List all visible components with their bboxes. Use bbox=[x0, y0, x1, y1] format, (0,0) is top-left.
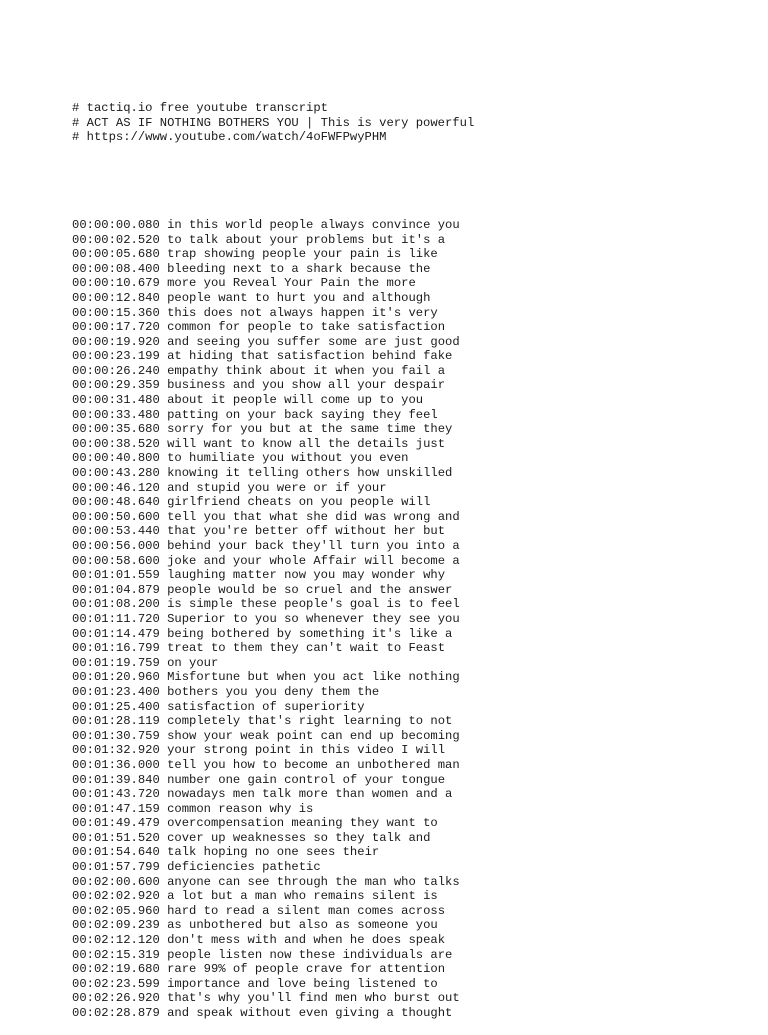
transcript-text: common for people to take satisfaction bbox=[167, 320, 446, 335]
transcript-line bbox=[72, 641, 752, 656]
transcript-line bbox=[72, 378, 752, 393]
transcript-text: business and you show all your despair bbox=[167, 378, 446, 393]
transcript-text: behind your back they'll turn you into a bbox=[167, 539, 460, 553]
transcript-text: that's why you'll find men who burst out bbox=[167, 991, 460, 1006]
transcript-line bbox=[72, 568, 752, 583]
transcript-line bbox=[72, 364, 752, 379]
separator bbox=[160, 437, 167, 451]
transcript-line bbox=[72, 306, 752, 321]
transcript-text: people want to hurt you and although bbox=[167, 290, 431, 305]
transcript-text: people would be so cruel and the answer bbox=[167, 582, 453, 597]
timestamp: 00:01:49.479 bbox=[72, 816, 160, 831]
transcript-text: that you're better off without her but bbox=[167, 524, 446, 539]
separator bbox=[160, 597, 167, 611]
transcript-text: is simple these people's goal is to feel bbox=[167, 597, 460, 612]
transcript-text: satisfaction of superiority bbox=[167, 699, 365, 714]
timestamp: 00:00:58.600 bbox=[72, 553, 160, 568]
transcript-text: on your bbox=[167, 655, 219, 670]
separator bbox=[160, 291, 167, 305]
transcript-text: overcompensation meaning they want to bbox=[167, 816, 438, 831]
transcript-line bbox=[72, 758, 752, 773]
transcript-line bbox=[72, 729, 752, 744]
transcript-line bbox=[72, 583, 752, 598]
separator bbox=[160, 218, 167, 232]
transcript-line bbox=[72, 291, 752, 306]
separator bbox=[160, 729, 167, 743]
timestamp: 00:02:19.680 bbox=[72, 962, 160, 977]
timestamp: 00:00:10.679 bbox=[72, 276, 160, 291]
timestamp: 00:01:11.720 bbox=[72, 611, 160, 626]
separator bbox=[160, 816, 167, 830]
separator bbox=[160, 787, 167, 801]
timestamp: 00:02:26.920 bbox=[72, 991, 160, 1006]
transcript-line bbox=[72, 991, 752, 1006]
separator bbox=[160, 393, 167, 407]
header-line: # ACT AS IF NOTHING BOTHERS YOU | This is very powerful bbox=[72, 115, 475, 130]
transcript-text: bothers you you deny them the bbox=[167, 684, 380, 699]
header-line: # tactiq.io free youtube transcript bbox=[72, 101, 328, 116]
timestamp: 00:02:09.239 bbox=[72, 918, 160, 933]
timestamp: 00:02:23.599 bbox=[72, 976, 160, 991]
transcript-text: nowadays men talk more than women and a bbox=[167, 787, 453, 802]
transcript-line bbox=[72, 466, 752, 481]
timestamp: 00:01:25.400 bbox=[72, 699, 160, 714]
separator bbox=[160, 262, 167, 276]
timestamp: 00:02:15.319 bbox=[72, 947, 160, 962]
separator bbox=[160, 349, 167, 363]
transcript-text: and seeing you suffer some are just good bbox=[167, 334, 460, 349]
transcript-text: common reason why is bbox=[167, 801, 314, 816]
timestamp: 00:00:26.240 bbox=[72, 363, 160, 378]
transcript-line bbox=[72, 1006, 752, 1021]
transcript-text: at hiding that satisfaction behind fake bbox=[167, 349, 453, 364]
timestamp: 00:01:01.559 bbox=[72, 568, 160, 583]
transcript-text: anyone can see through the man who talks bbox=[167, 874, 460, 889]
transcript-text: bleeding next to a shark because the bbox=[167, 261, 431, 276]
timestamp: 00:01:57.799 bbox=[72, 860, 160, 875]
timestamp: 00:00:08.400 bbox=[72, 261, 160, 276]
transcript-line bbox=[72, 612, 752, 627]
transcript-text: don't mess with and when he does speak bbox=[167, 933, 446, 948]
transcript-text: tell you how to become an unbothered man bbox=[167, 757, 460, 772]
transcript-text: being bothered by something it's like a bbox=[167, 626, 453, 641]
transcript-text: completely that's right learning to not bbox=[167, 714, 453, 729]
transcript-text: sorry for you but at the same time they bbox=[167, 422, 453, 437]
transcript-document bbox=[72, 72, 752, 1035]
separator bbox=[160, 743, 167, 757]
transcript-text: your strong point in this video I will bbox=[167, 743, 446, 758]
transcript-text: and speak without even giving a thought bbox=[167, 1006, 453, 1020]
separator bbox=[160, 247, 167, 261]
transcript-text: to talk about your problems but it's a bbox=[167, 232, 446, 247]
transcript-line bbox=[72, 802, 752, 817]
timestamp: 00:02:00.600 bbox=[72, 874, 160, 889]
transcript-text: importance and love being listened to bbox=[167, 976, 438, 991]
transcript-text: hard to read a silent man comes across bbox=[167, 903, 446, 918]
timestamp: 00:00:17.720 bbox=[72, 320, 160, 335]
timestamp: 00:00:33.480 bbox=[72, 407, 160, 422]
separator bbox=[160, 700, 167, 714]
transcript-text: rare 99% of people crave for attention bbox=[167, 962, 446, 977]
transcript-line bbox=[72, 918, 752, 933]
transcript-text: people listen now these individuals are bbox=[167, 947, 453, 962]
separator bbox=[160, 451, 167, 465]
timestamp: 00:00:29.359 bbox=[72, 378, 160, 393]
separator bbox=[160, 554, 167, 568]
timestamp: 00:01:36.000 bbox=[72, 757, 160, 772]
transcript-text: Superior to you so whenever they see you bbox=[167, 611, 460, 626]
separator bbox=[160, 422, 167, 436]
separator bbox=[160, 627, 167, 641]
transcript-line bbox=[72, 408, 752, 423]
timestamp: 00:01:47.159 bbox=[72, 801, 160, 816]
separator bbox=[160, 276, 167, 290]
separator bbox=[160, 378, 167, 392]
separator bbox=[160, 933, 167, 947]
separator bbox=[160, 233, 167, 247]
transcript-line bbox=[72, 860, 752, 875]
timestamp: 00:01:16.799 bbox=[72, 641, 160, 656]
transcript-text: number one gain control of your tongue bbox=[167, 772, 446, 787]
transcript-line bbox=[72, 262, 752, 277]
transcript-text: knowing it telling others how unskilled bbox=[167, 466, 453, 481]
transcript-text: show your weak point can end up becoming bbox=[167, 728, 460, 743]
timestamp: 00:00:46.120 bbox=[72, 480, 160, 495]
timestamp: 00:01:54.640 bbox=[72, 845, 160, 860]
transcript-text: this does not always happen it's very bbox=[167, 305, 438, 320]
timestamp: 00:01:20.960 bbox=[72, 670, 160, 685]
timestamp: 00:00:05.680 bbox=[72, 247, 160, 262]
transcript-line bbox=[72, 422, 752, 437]
timestamp: 00:00:38.520 bbox=[72, 436, 160, 451]
transcript-line bbox=[72, 627, 752, 642]
timestamp: 00:01:51.520 bbox=[72, 830, 160, 845]
separator bbox=[160, 948, 167, 962]
separator bbox=[160, 320, 167, 334]
transcript-line bbox=[72, 481, 752, 496]
transcript-text: talk hoping no one sees their bbox=[167, 845, 380, 860]
transcript-line bbox=[72, 437, 752, 452]
blank-line bbox=[72, 174, 752, 189]
transcript-line bbox=[72, 816, 752, 831]
separator bbox=[160, 758, 167, 772]
separator bbox=[160, 364, 167, 378]
transcript-body bbox=[72, 218, 752, 1021]
transcript-text: to humiliate you without you even bbox=[167, 451, 409, 466]
separator bbox=[160, 831, 167, 845]
transcript-line bbox=[72, 743, 752, 758]
transcript-line bbox=[72, 510, 752, 525]
transcript-line bbox=[72, 554, 752, 569]
transcript-line bbox=[72, 495, 752, 510]
timestamp: 00:01:32.920 bbox=[72, 743, 160, 758]
timestamp: 00:02:12.120 bbox=[72, 933, 160, 948]
timestamp: 00:00:56.000 bbox=[72, 539, 160, 553]
separator bbox=[160, 641, 167, 655]
transcript-header bbox=[72, 101, 752, 145]
transcript-line bbox=[72, 597, 752, 612]
separator bbox=[160, 991, 167, 1005]
timestamp: 00:02:02.920 bbox=[72, 889, 160, 904]
transcript-line bbox=[72, 875, 752, 890]
transcript-line bbox=[72, 218, 752, 233]
separator bbox=[160, 845, 167, 859]
transcript-text: as unbothered but also as someone you bbox=[167, 918, 438, 933]
timestamp: 00:02:05.960 bbox=[72, 903, 160, 918]
separator bbox=[160, 685, 167, 699]
separator bbox=[160, 481, 167, 495]
timestamp: 00:01:39.840 bbox=[72, 772, 160, 787]
timestamp: 00:02:28.879 bbox=[72, 1006, 160, 1020]
separator bbox=[160, 977, 167, 991]
timestamp: 00:00:23.199 bbox=[72, 349, 160, 364]
transcript-line bbox=[72, 714, 752, 729]
timestamp: 00:01:43.720 bbox=[72, 787, 160, 802]
transcript-text: in this world people always convince you bbox=[167, 217, 460, 232]
separator bbox=[160, 875, 167, 889]
separator bbox=[160, 466, 167, 480]
timestamp: 00:00:15.360 bbox=[72, 305, 160, 320]
timestamp: 00:01:19.759 bbox=[72, 655, 160, 670]
timestamp: 00:00:53.440 bbox=[72, 524, 160, 539]
separator bbox=[160, 583, 167, 597]
transcript-line bbox=[72, 700, 752, 715]
timestamp: 00:01:08.200 bbox=[72, 597, 160, 612]
timestamp: 00:00:31.480 bbox=[72, 393, 160, 408]
separator bbox=[160, 306, 167, 320]
transcript-text: Misfortune but when you act like nothing bbox=[167, 670, 460, 685]
transcript-text: a lot but a man who remains silent is bbox=[167, 889, 438, 904]
separator bbox=[160, 714, 167, 728]
timestamp: 00:00:48.640 bbox=[72, 495, 160, 510]
timestamp: 00:01:04.879 bbox=[72, 582, 160, 597]
separator bbox=[160, 568, 167, 582]
timestamp: 00:00:40.800 bbox=[72, 451, 160, 466]
timestamp: 00:00:00.080 bbox=[72, 217, 160, 232]
separator bbox=[160, 510, 167, 524]
transcript-text: empathy think about it when you fail a bbox=[167, 363, 446, 378]
transcript-line bbox=[72, 349, 752, 364]
timestamp: 00:01:30.759 bbox=[72, 728, 160, 743]
transcript-text: joke and your whole Affair will become a bbox=[167, 553, 460, 568]
transcript-text: more you Reveal Your Pain the more bbox=[167, 276, 416, 291]
transcript-text: girlfriend cheats on you people will bbox=[167, 495, 431, 510]
separator bbox=[160, 656, 167, 670]
separator bbox=[160, 773, 167, 787]
timestamp: 00:00:02.520 bbox=[72, 232, 160, 247]
transcript-line bbox=[72, 670, 752, 685]
separator bbox=[160, 904, 167, 918]
transcript-line bbox=[72, 889, 752, 904]
transcript-line bbox=[72, 247, 752, 262]
separator bbox=[160, 495, 167, 509]
transcript-line bbox=[72, 773, 752, 788]
transcript-text: cover up weaknesses so they talk and bbox=[167, 830, 431, 845]
separator bbox=[160, 539, 167, 553]
transcript-line bbox=[72, 787, 752, 802]
timestamp: 00:00:35.680 bbox=[72, 422, 160, 437]
separator bbox=[160, 918, 167, 932]
transcript-text: trap showing people your pain is like bbox=[167, 247, 438, 262]
transcript-line bbox=[72, 393, 752, 408]
transcript-line bbox=[72, 685, 752, 700]
transcript-line bbox=[72, 276, 752, 291]
transcript-line bbox=[72, 962, 752, 977]
transcript-line bbox=[72, 845, 752, 860]
separator bbox=[160, 889, 167, 903]
transcript-text: laughing matter now you may wonder why bbox=[167, 568, 446, 583]
transcript-text: treat to them they can't wait to Feast bbox=[167, 641, 446, 656]
transcript-line bbox=[72, 451, 752, 466]
timestamp: 00:00:43.280 bbox=[72, 466, 160, 481]
transcript-text: about it people will come up to you bbox=[167, 393, 424, 408]
separator bbox=[160, 860, 167, 874]
separator bbox=[160, 612, 167, 626]
transcript-text: deficiencies pathetic bbox=[167, 860, 321, 875]
separator bbox=[160, 670, 167, 684]
transcript-line bbox=[72, 933, 752, 948]
transcript-line bbox=[72, 524, 752, 539]
transcript-line bbox=[72, 904, 752, 919]
transcript-line bbox=[72, 539, 752, 554]
transcript-text: tell you that what she did was wrong and bbox=[167, 509, 460, 524]
timestamp: 00:00:12.840 bbox=[72, 290, 160, 305]
separator bbox=[160, 335, 167, 349]
timestamp: 00:01:23.400 bbox=[72, 684, 160, 699]
transcript-line bbox=[72, 656, 752, 671]
header-line: # https://www.youtube.com/watch/4oFWFPwyPHM bbox=[72, 130, 387, 145]
timestamp: 00:00:50.600 bbox=[72, 509, 160, 524]
timestamp: 00:00:19.920 bbox=[72, 334, 160, 349]
separator bbox=[160, 962, 167, 976]
transcript-text: and stupid you were or if your bbox=[167, 480, 387, 495]
transcript-line bbox=[72, 977, 752, 992]
separator bbox=[160, 524, 167, 538]
transcript-line bbox=[72, 320, 752, 335]
timestamp: 00:01:14.479 bbox=[72, 626, 160, 641]
separator bbox=[160, 408, 167, 422]
transcript-line bbox=[72, 948, 752, 963]
transcript-line bbox=[72, 335, 752, 350]
transcript-line bbox=[72, 233, 752, 248]
separator bbox=[160, 802, 167, 816]
timestamp: 00:01:28.119 bbox=[72, 714, 160, 729]
transcript-text: will want to know all the details just bbox=[167, 436, 446, 451]
transcript-text: patting on your back saying they feel bbox=[167, 407, 438, 422]
separator bbox=[160, 1006, 167, 1020]
transcript-line bbox=[72, 831, 752, 846]
